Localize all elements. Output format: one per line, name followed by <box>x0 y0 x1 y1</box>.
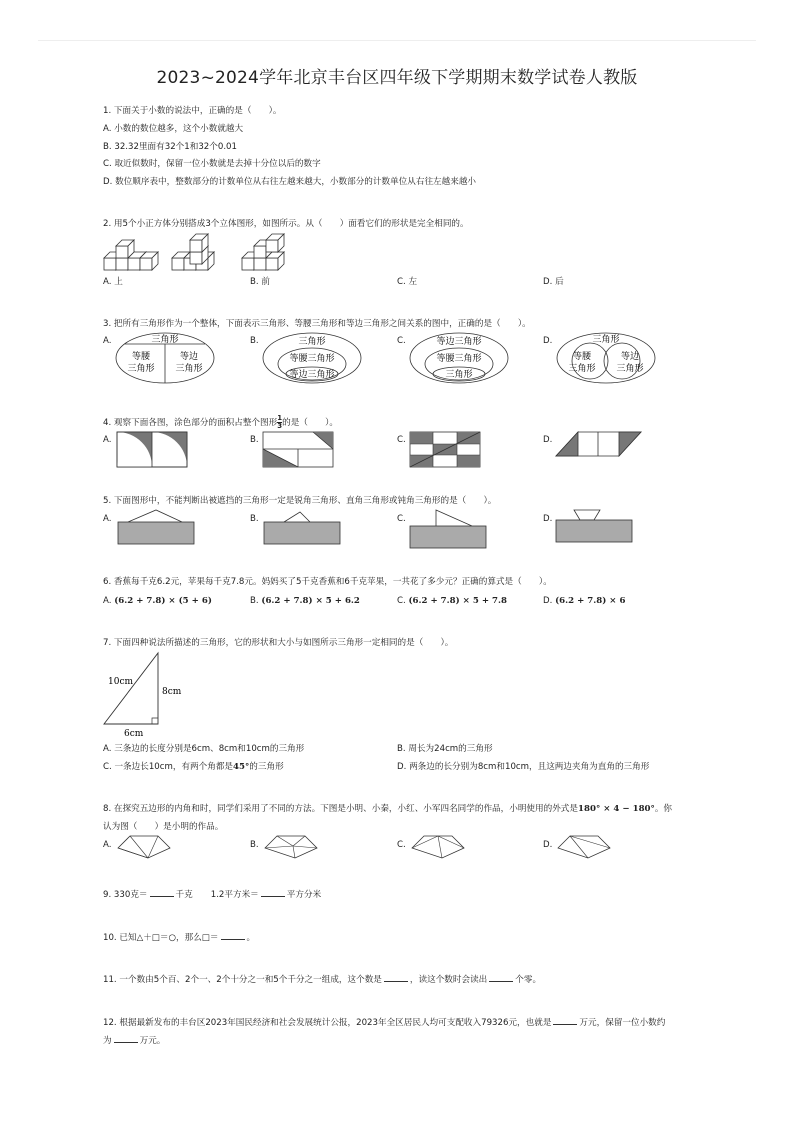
q9-line <box>103 888 321 901</box>
q3a-label-sanjiao: 三角形 <box>151 335 179 345</box>
q4-stem <box>103 415 338 430</box>
q3-diagram-b <box>262 331 362 385</box>
q4-option-d[interactable]: D. <box>543 435 553 445</box>
q2-option-b[interactable]: B. 前 <box>250 277 270 287</box>
q12-blank-2[interactable] <box>114 1034 138 1043</box>
q4-stem-post: 的是（ ）。 <box>282 418 338 428</box>
q2-option-d[interactable]: D. 后 <box>543 277 564 287</box>
q10-blank[interactable] <box>221 931 245 940</box>
q7-option-b[interactable]: B. 周长为24cm的三角形 <box>397 744 493 754</box>
q7-label-hyp: 10cm <box>108 677 134 687</box>
q3b-outer: 三角形 <box>298 337 326 347</box>
q10-part1: 10. 已知△＋□＝○，那么□＝ <box>103 933 219 943</box>
q8-formula: 180° × 4 − 180° <box>578 804 655 814</box>
q8-stem <box>103 804 672 815</box>
q4-option-b[interactable]: B. <box>250 435 259 445</box>
q6-option-b-expr: (6.2 + 7.8) × 5 + 6.2 <box>261 596 360 606</box>
top-divider <box>38 40 756 41</box>
q4-figure-b <box>263 432 333 468</box>
q12-part4: 万元。 <box>139 1036 166 1046</box>
q3b-inner: 等边三角形 <box>289 370 335 380</box>
page-title: 2023~2024学年北京丰台区四年级下学期期末数学试卷人教版 <box>156 68 638 88</box>
q8-option-a[interactable]: A. <box>103 840 112 850</box>
q6-option-d-letter: D. <box>543 596 553 606</box>
q6-option-d[interactable] <box>543 596 625 607</box>
q3-diagram-c <box>409 331 509 385</box>
q10-part2: 。 <box>246 933 256 943</box>
q6-option-c[interactable] <box>397 596 507 607</box>
q3-option-c[interactable]: C. <box>397 336 406 346</box>
q3a-label-dengyao: 等腰 <box>131 352 151 362</box>
q1-stem: 1. 下面关于小数的说法中，正确的是（ ）。 <box>103 106 282 116</box>
q8-stem-pre: 8. 在探究五边形的内角和时，同学们采用了不同的方法。下图是小明、小秦，小红、小军四名同学的作品，小明使用的外式是 <box>103 804 578 814</box>
q5-option-c[interactable]: C. <box>397 514 406 524</box>
q12-part1: 12. 根据最新发布的丰台区2023年国民经济和社会发展统计公报，2023年全区居民人均可支配收入79326元，也就是 <box>103 1018 552 1028</box>
q7-option-c-angle: 45° <box>233 762 250 772</box>
q8-stem-line2: 认为图（ ）是小明的作品。 <box>103 822 224 832</box>
q3-option-d[interactable]: D. <box>543 336 553 346</box>
q5-figure-c <box>410 508 486 550</box>
q3-diagram-a <box>115 331 215 385</box>
q3-option-b[interactable]: B. <box>250 336 259 346</box>
q5-stem: 5. 下面图形中，不能判断出被遮挡的三角形一定是锐角三角形、直角三角形或钝角三角形的是（ ）。 <box>103 496 497 506</box>
q3d-right-2: 三角形 <box>616 364 644 374</box>
q2-option-c[interactable]: C. 左 <box>397 277 418 287</box>
q7-label-base: 6cm <box>124 729 144 739</box>
q3c-outer: 等边三角形 <box>436 337 482 347</box>
q5-figure-b <box>264 508 340 550</box>
q2-option-a[interactable]: A. 上 <box>103 277 123 287</box>
q6-option-b[interactable] <box>250 596 360 607</box>
q4-figure-c <box>410 432 480 468</box>
q6-option-a-letter: A. <box>103 596 112 606</box>
q11-part2: ，读这个数时会读出 <box>409 975 488 985</box>
q5-option-d[interactable]: D. <box>543 514 553 524</box>
q7-option-c-pre: C. 一条边长10cm，有两个角都是 <box>103 762 234 772</box>
q4-frac-num: 1 <box>277 414 283 422</box>
q4-figure-d <box>556 432 646 468</box>
q3c-inner: 三角形 <box>445 370 473 380</box>
q4-stem-pre: 4. 观察下面各图，涂色部分的面积占整个图形 <box>103 418 278 428</box>
q9-part4: 平方分米 <box>286 890 322 900</box>
q5-option-b[interactable]: B. <box>250 514 259 524</box>
q3a-label-sanjiao2: 三角形 <box>127 364 155 374</box>
q7-option-a[interactable]: A. 三条边的长度分别是6cm、8cm和10cm的三角形 <box>103 744 305 754</box>
q4-frac-den: 3 <box>277 422 283 430</box>
q5-figure-a <box>118 508 194 550</box>
q4-figure-a <box>117 432 187 468</box>
q6-option-a-expr: (6.2 + 7.8) × (5 + 6) <box>114 596 212 606</box>
q7-triangle <box>100 650 190 738</box>
q11-blank-2[interactable] <box>489 973 513 982</box>
q6-option-c-letter: C. <box>397 596 406 606</box>
q6-option-a[interactable] <box>103 596 212 607</box>
q3c-middle: 等腰三角形 <box>436 354 482 364</box>
q3-option-a[interactable]: A. <box>103 336 112 346</box>
q8-option-d[interactable]: D. <box>543 840 553 850</box>
q4-option-a[interactable]: A. <box>103 435 112 445</box>
q1-option-b[interactable]: B. 32.32里面有32个1和32个0.01 <box>103 142 237 152</box>
q9-blank-1[interactable] <box>150 888 174 897</box>
q2-cube-figures <box>100 232 300 274</box>
q4-option-c[interactable]: C. <box>397 435 406 445</box>
q12-line1 <box>103 1016 665 1029</box>
q3b-middle: 等腰三角形 <box>289 354 335 364</box>
q1-option-d[interactable]: D. 数位顺序表中，整数部分的计数单位从右往左越来越大，小数部分的计数单位从右往左越来越小 <box>103 177 477 187</box>
q8-pentagon-c <box>410 834 466 860</box>
q3d-outer: 三角形 <box>592 335 620 345</box>
q7-option-d[interactable]: D. 两条边的长分别为8cm和10cm，且这两边夹角为直角的三角形 <box>397 762 650 772</box>
q3-stem: 3. 把所有三角形作为一个整体，下面表示三角形、等腰三角形和等边三角形之间关系的图中，正确的是（ ）。 <box>103 319 531 329</box>
q11-line <box>103 973 541 986</box>
q12-part3: 为 <box>103 1036 112 1046</box>
q7-stem: 7. 下面四种说法所描述的三角形，它的形状和大小与如图所示三角形一定相同的是（ ）。 <box>103 638 454 648</box>
q6-option-c-expr: (6.2 + 7.8) × 5 + 7.8 <box>408 596 507 606</box>
q1-option-c[interactable]: C. 取近似数时，保留一位小数就是去掉十分位以后的数字 <box>103 159 321 169</box>
q8-option-b[interactable]: B. <box>250 840 259 850</box>
q11-part3: 个零。 <box>515 975 542 985</box>
q1-option-a[interactable]: A. 小数的数位越多，这个小数就越大 <box>103 124 244 134</box>
q12-part2: 万元，保留一位小数约 <box>579 1018 666 1028</box>
q7-label-vert: 8cm <box>162 687 182 697</box>
q8-option-c[interactable]: C. <box>397 840 406 850</box>
q12-line2 <box>103 1034 165 1047</box>
q5-figure-d <box>556 508 632 550</box>
q8-pentagon-b <box>263 834 319 860</box>
q2-stem: 2. 用5个小正方体分别搭成3个立体图形，如图所示。从（ ）面看它们的形状是完全相同的。 <box>103 219 469 229</box>
q11-blank-1[interactable] <box>384 973 408 982</box>
q9-blank-2[interactable] <box>261 888 285 897</box>
q3d-left-1: 等腰 <box>572 352 592 362</box>
q3d-right-1: 等边 <box>620 352 640 362</box>
q3a-label-sanjiao3: 三角形 <box>175 364 203 374</box>
q9-part1: 9. 330克＝ <box>103 890 148 900</box>
q7-option-c-post: 的三角形 <box>249 762 284 772</box>
q6-option-b-letter: B. <box>250 596 259 606</box>
q12-blank-1[interactable] <box>553 1016 577 1025</box>
q5-option-a[interactable]: A. <box>103 514 112 524</box>
q6-option-d-expr: (6.2 + 7.8) × 6 <box>555 596 626 606</box>
q8-pentagon-d <box>556 834 612 860</box>
q6-stem: 6. 香蕉每千克6.2元，苹果每千克7.8元。妈妈买了5千克香蕉和6千克苹果，一共花了多少元？正确的算式是（ ）。 <box>103 577 552 587</box>
q3d-left-2: 三角形 <box>568 364 596 374</box>
q3-diagram-d <box>556 331 656 385</box>
q9-part2: 千克 <box>175 890 193 900</box>
q7-option-c[interactable] <box>103 762 284 773</box>
q3a-label-dengbian: 等边 <box>179 352 199 362</box>
q8-stem-post: 。你 <box>654 804 673 814</box>
q9-part3: 1.2平方米＝ <box>210 890 259 900</box>
q11-part1: 11. 一个数由5个百、2个一、2个十分之一和5个千分之一组成，这个数是 <box>103 975 382 985</box>
q8-pentagon-a <box>116 834 172 860</box>
q10-line <box>103 931 255 944</box>
